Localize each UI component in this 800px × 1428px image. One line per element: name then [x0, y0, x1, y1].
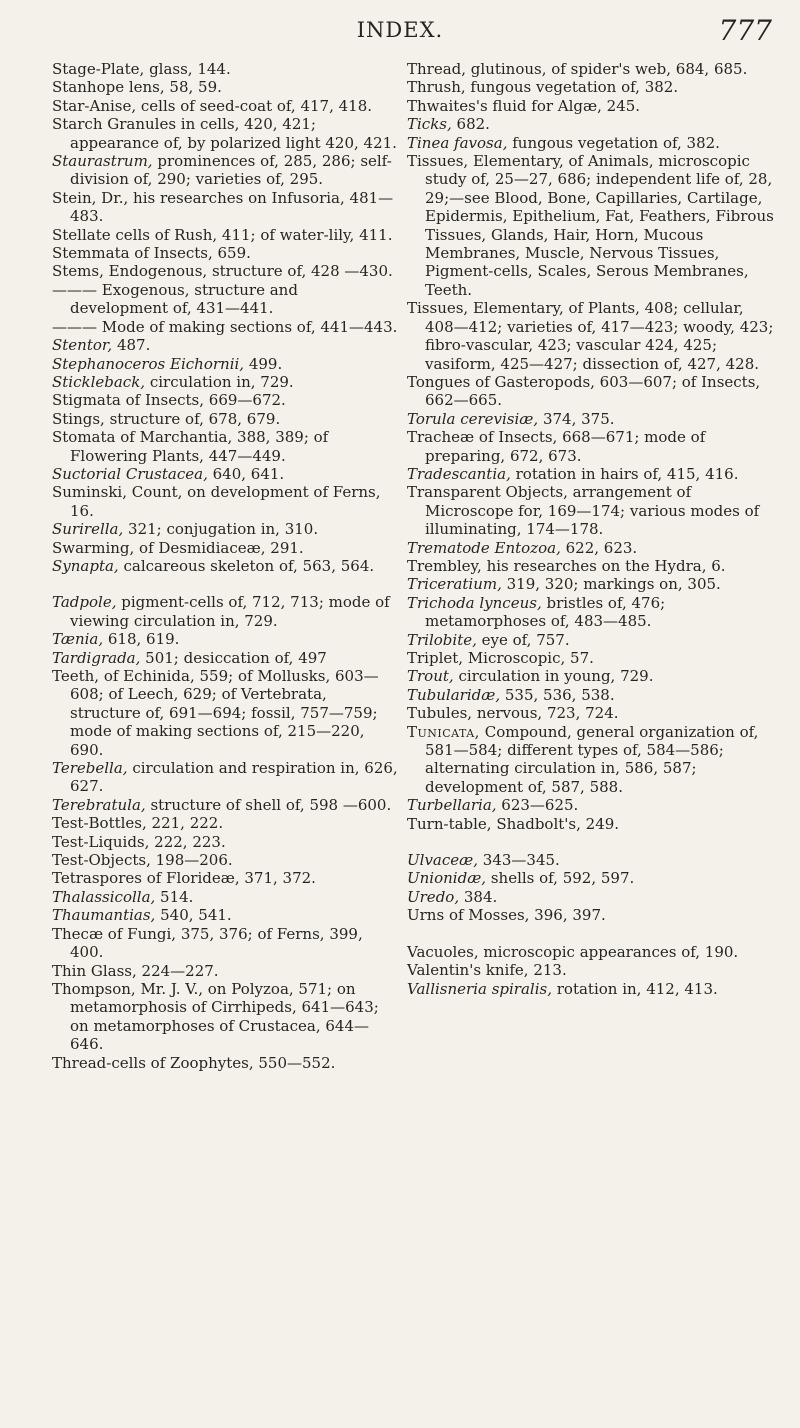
index-entry — [407, 869, 775, 887]
index-entry — [407, 465, 775, 483]
index-entry — [407, 410, 775, 428]
index-entry — [52, 833, 398, 851]
index-text: Tongues of Gasteropods, 603—607; of Insects, 662—665. — [407, 372, 761, 410]
page-title: INDEX. — [356, 18, 444, 42]
index-text: Stemmata of Insects, 659. — [52, 244, 251, 263]
index-entry — [407, 686, 775, 704]
index-entry — [407, 483, 775, 538]
index-entry — [52, 262, 398, 280]
index-entry — [52, 428, 398, 465]
index-text: Thread, glutinous, of spider's web, 684, 685. — [407, 60, 748, 78]
index-text: Thrush, fungous vegetation of, 382. — [407, 78, 679, 97]
index-entry — [407, 134, 775, 152]
index-entry — [52, 539, 398, 557]
index-entry — [407, 97, 775, 115]
index-entry — [407, 888, 775, 906]
index-term: Stickleback, — [52, 372, 146, 391]
index-entry — [407, 557, 775, 575]
index-term: Torula cerevisiæ, — [407, 409, 539, 428]
index-text: fungous vegetation of, 382. — [507, 133, 720, 152]
index-text: Stellate cells of Rush, 411; of water-lily, 411. — [52, 225, 393, 244]
index-entry — [52, 465, 398, 483]
index-entry — [52, 78, 398, 96]
index-term: Stentor, — [52, 336, 113, 355]
index-term: Unionidæ, — [407, 869, 487, 888]
index-term: Terebratula, — [52, 795, 146, 814]
index-term: Stephanoceros Eichornii, — [52, 354, 245, 373]
index-text: 622, 623. — [560, 538, 638, 557]
index-entry — [52, 115, 398, 152]
index-term: Trichoda lynceus, — [407, 593, 542, 612]
index-entry — [407, 851, 775, 869]
index-text: Stanhope lens, 58, 59. — [52, 78, 222, 97]
index-text: ——— Exogenous, structure and development of, 431—441. — [52, 280, 298, 318]
index-entry — [407, 943, 775, 961]
index-entry — [52, 759, 398, 796]
left-index-column — [52, 60, 398, 1072]
index-text: circulation and respiration in, 626, 627. — [70, 759, 398, 796]
index-term: Synapta, — [52, 556, 119, 575]
page-header — [0, 14, 800, 54]
right-index-column — [407, 60, 775, 998]
index-entry — [52, 851, 398, 869]
index-text: 343—345. — [478, 851, 560, 870]
index-text: shells of, 592, 597. — [486, 869, 635, 888]
index-text: Stage-Plate, glass, 144. — [52, 60, 231, 78]
index-entry — [52, 483, 398, 520]
index-text: Tissues, Elementary, of Plants, 408; cellular, 408—412; varieties of, 417—423; woody, 423; fibro-vascular, 423; vascular 424, 425; vasiform, 425—427; dissection of, 427, 428. — [407, 299, 774, 373]
index-text: 682. — [451, 115, 490, 134]
page-number: 777 — [718, 14, 772, 47]
index-text: bristles of, 476; metamorphoses of, 483—485. — [425, 593, 666, 631]
index-text: Test-Objects, 198—206. — [52, 851, 233, 870]
index-text: rotation in hairs of, 415, 416. — [510, 464, 739, 483]
index-entry — [52, 60, 398, 78]
index-entry — [52, 391, 398, 409]
index-text: 623—625. — [496, 796, 579, 815]
index-entry — [52, 557, 398, 575]
index-text: 618, 619. — [103, 630, 180, 649]
index-text: prominences of, 285, 286; self-division of, 290; varieties of, 295. — [70, 152, 392, 189]
index-entry — [407, 594, 775, 631]
index-text: Valentin's knife, 213. — [407, 961, 567, 980]
index-text: Compound, general organization of, 581—584; different types of, 584—586; alternating circulation in, 586, 587; development of, 587, 588. — [425, 722, 759, 796]
index-term: Trout, — [407, 667, 454, 686]
index-entry — [52, 593, 398, 630]
index-text: Triplet, Microscopic, 57. — [407, 649, 594, 667]
index-text: Teeth, of Echinida, 559; of Mollusks, 603—608; of Leech, 629; of Vertebrata, structure of, 691—694; fossil, 757—759; mode of making sections of, 215—220, 690. — [52, 667, 379, 759]
index-term: Ulvaceæ, — [407, 851, 479, 870]
index-entry — [52, 281, 398, 318]
index-entry — [407, 815, 775, 833]
index-text: Thin Glass, 224—227. — [52, 961, 219, 980]
index-text: Vacuoles, microscopic appearances of, 190. — [407, 942, 739, 961]
index-entry — [407, 704, 775, 722]
index-entry — [52, 962, 398, 980]
index-term: Turbellaria, — [407, 796, 497, 815]
index-entry — [407, 906, 775, 924]
index-text: 319, 320; markings on, 305. — [501, 575, 721, 594]
index-term: Trilobite, — [407, 630, 477, 649]
index-entry — [52, 520, 398, 538]
index-text: Tracheæ of Insects, 668—671; mode of preparing, 672, 673. — [407, 428, 706, 465]
index-term: Thalassicolla, — [52, 887, 156, 906]
index-text: Stomata of Marchantia, 388, 389; of Flowering Plants, 447—449. — [52, 428, 329, 465]
index-term: Tradescantia, — [407, 464, 511, 483]
index-entry — [52, 869, 398, 887]
index-entry — [52, 336, 398, 354]
index-text: Stigmata of Insects, 669—672. — [52, 391, 286, 410]
index-text: 321; conjugation in, 310. — [123, 520, 319, 539]
index-text: Turn-table, Shadbolt's, 249. — [407, 814, 620, 833]
index-text: circulation in, 729. — [145, 372, 294, 391]
index-term: Uredo, — [407, 887, 460, 906]
index-term: Terebella, — [52, 759, 128, 778]
index-text: 540, 541. — [155, 906, 232, 925]
index-text: calcareous skeleton of, 563, 564. — [118, 556, 375, 575]
index-entry — [407, 723, 775, 797]
index-term: Suctorial Crustacea, — [52, 464, 208, 483]
index-text: Thecæ of Fungi, 375, 376; of Ferns, 399, 400. — [52, 924, 363, 962]
index-entry — [407, 115, 775, 133]
index-text: 640, 641. — [207, 464, 285, 483]
index-term: Tunicata, — [407, 722, 480, 741]
index-entry — [407, 428, 775, 465]
index-entry — [52, 410, 398, 428]
index-text: 487. — [112, 336, 151, 355]
index-text: ——— Mode of making sections of, 441—443. — [52, 317, 398, 336]
index-entry — [407, 152, 775, 299]
index-text: Tissues, Elementary, of Animals, microscopic study of, 25—27, 686; independent life of, 28, 29;—see Blood, Bone, Capillaries, Cartilage, Epidermis, Epithelium, Fat, Feathers, Fibrous Tissues, Glands, Hair, Horn, Mucous Membranes, Muscle, Nervous Tissues, Pigment-cells, Scales, Serous Membranes, Teeth. — [407, 152, 774, 299]
index-entry — [52, 1054, 398, 1072]
index-text: Thread-cells of Zoophytes, 550—552. — [52, 1053, 336, 1072]
index-text: Transparent Objects, arrangement of Microscope for, 169—174; various modes of illuminating, 174—178. — [407, 483, 760, 539]
index-term: Surirella, — [52, 520, 124, 539]
index-text: 514. — [155, 887, 194, 906]
index-entry — [52, 906, 398, 924]
index-text: Tubules, nervous, 723, 724. — [407, 704, 619, 723]
index-entry — [407, 373, 775, 410]
index-term: Thaumantias, — [52, 906, 156, 925]
index-text: 384. — [459, 887, 498, 906]
index-text: Thompson, Mr. J. V., on Polyzoa, 571; on metamorphosis of Cirrhipeds, 641—643; on metamorphoses of Crustacea, 644—646. — [52, 979, 379, 1054]
index-term: Tadpole, — [52, 593, 117, 612]
index-term: Trematode Entozoa, — [407, 538, 561, 557]
index-entry — [407, 60, 775, 78]
index-text: Starch Granules in cells, 420, 421; appearance of, by polarized light 420, 421. — [52, 115, 397, 152]
index-text: Tetraspores of Florideæ, 371, 372. — [52, 869, 316, 888]
index-entry — [407, 961, 775, 979]
index-text: Test-Bottles, 221, 222. — [52, 814, 224, 833]
index-entry — [52, 318, 398, 336]
index-entry — [52, 152, 398, 189]
index-entry — [52, 925, 398, 962]
index-term: Tænia, — [52, 630, 104, 649]
index-entry — [52, 226, 398, 244]
index-entry — [407, 667, 775, 685]
index-entry — [407, 299, 775, 373]
index-text: pigment-cells of, 712, 713; mode of viewing circulation in, 729. — [70, 593, 390, 630]
index-text: Thwaites's fluid for Algæ, 245. — [407, 96, 641, 115]
index-entry — [407, 980, 775, 998]
index-term: Vallisneria spiralis, — [407, 979, 552, 998]
index-entry — [52, 667, 398, 759]
index-text: circulation in young, 729. — [453, 667, 654, 686]
index-entry — [407, 649, 775, 667]
index-text: Stems, Endogenous, structure of, 428 —430. — [52, 262, 393, 281]
index-text: Star-Anise, cells of seed-coat of, 417, 418. — [52, 96, 373, 115]
index-term: Staurastrum, — [52, 152, 153, 171]
index-text: Test-Liquids, 222, 223. — [52, 832, 226, 851]
index-text: Trembley, his researches on the Hydra, 6. — [407, 556, 726, 575]
index-entry — [52, 980, 398, 1054]
index-entry — [407, 539, 775, 557]
index-text: 535, 536, 538. — [500, 685, 615, 704]
index-entry — [407, 631, 775, 649]
index-term: Ticks, — [407, 115, 452, 134]
index-text: 499. — [244, 354, 283, 373]
index-entry — [52, 888, 398, 906]
index-entry — [52, 649, 398, 667]
index-entry — [52, 796, 398, 814]
index-text: Suminski, Count, on development of Ferns, 16. — [52, 483, 381, 520]
index-entry — [407, 78, 775, 96]
index-text: structure of shell of, 598 —600. — [145, 795, 392, 814]
index-term: Tardigrada, — [52, 648, 141, 667]
index-term: Tinea favosa, — [407, 133, 508, 152]
index-text: Urns of Mosses, 396, 397. — [407, 906, 606, 925]
index-text: Stings, structure of, 678, 679. — [52, 409, 281, 428]
index-text: Swarming, of Desmidiaceæ, 291. — [52, 538, 304, 557]
index-entry — [52, 814, 398, 832]
index-term: Tubularidæ, — [407, 685, 501, 704]
index-text: 501; desiccation of, 497 — [140, 648, 327, 667]
index-text: 374, 375. — [538, 409, 615, 428]
index-entry — [52, 97, 398, 115]
index-entry — [407, 796, 775, 814]
index-entry — [52, 630, 398, 648]
index-text: rotation in, 412, 413. — [551, 979, 718, 998]
index-entry — [52, 189, 398, 226]
index-text: Stein, Dr., his researches on Infusoria, 481—483. — [52, 188, 394, 226]
index-entry — [407, 575, 775, 593]
index-term: Triceratium, — [407, 575, 502, 594]
index-text: eye of, 757. — [476, 630, 570, 649]
index-entry — [52, 355, 398, 373]
index-entry — [52, 373, 398, 391]
index-entry — [52, 244, 398, 262]
